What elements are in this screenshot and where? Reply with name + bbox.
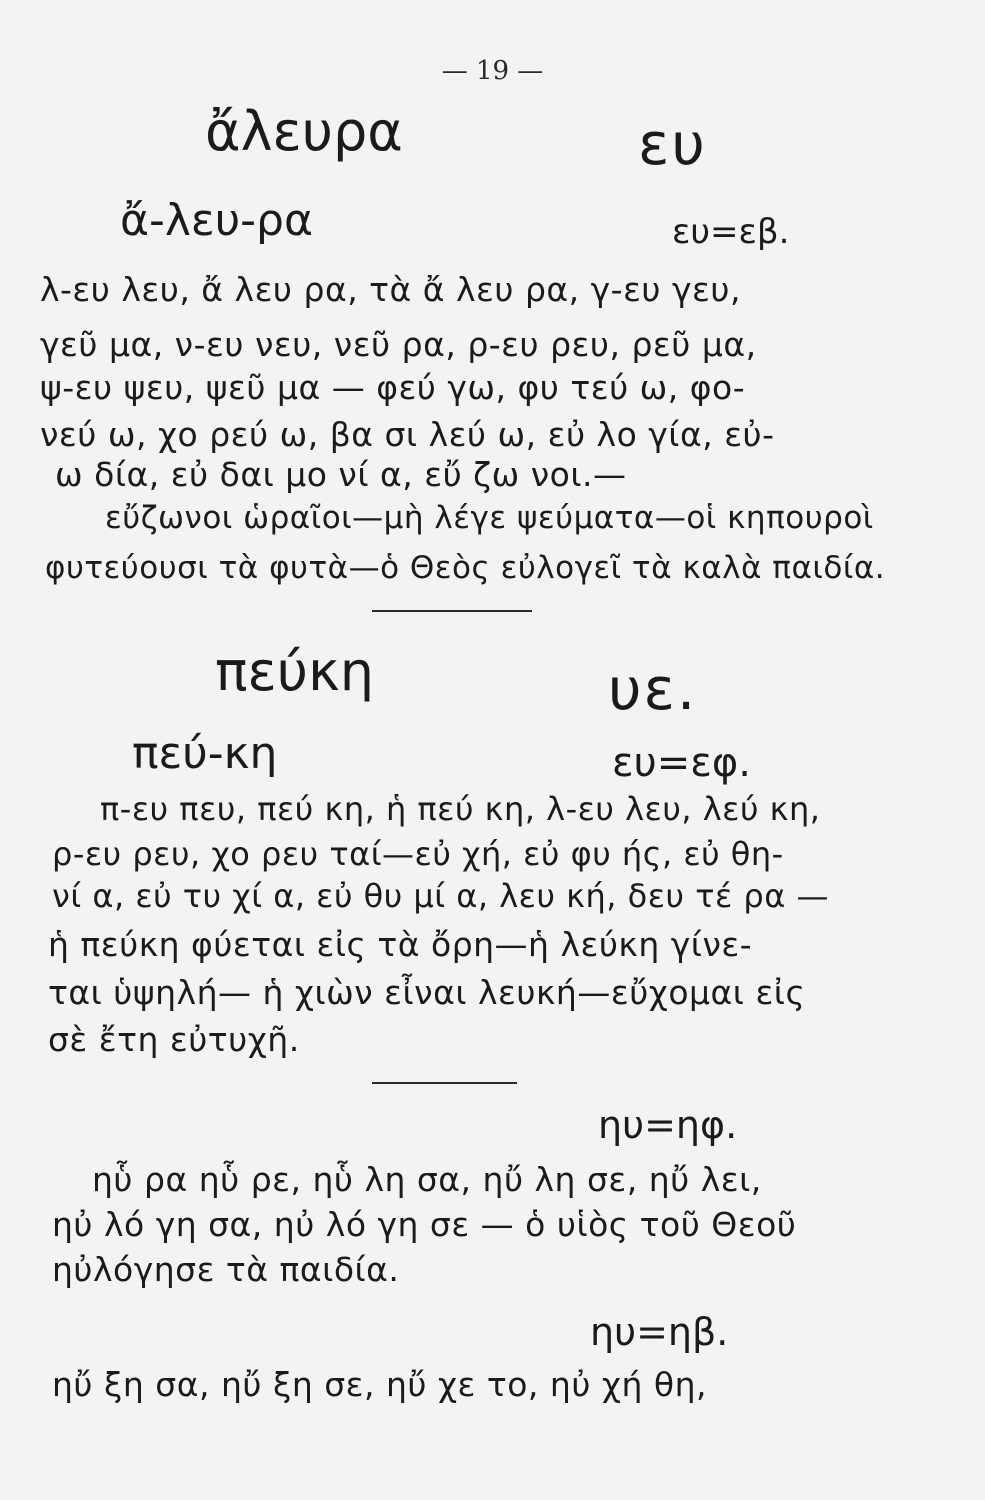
section1-line-2: γεῦ μα, ν-ευ νευ, νεῦ ρα, ρ-ευ ρευ, ρεῦ μα, — [40, 325, 757, 364]
section1-diphthong: ευ — [638, 110, 707, 178]
section2-rule: ευ=εφ. — [612, 740, 752, 786]
section1-line-3: ψ-ευ ψευ, ψεῦ μα — φεύ γω, φυ τεύ ω, φο- — [40, 368, 746, 407]
section1-syllables: ἄ-λευ-ρα — [120, 195, 313, 246]
section2-diphthong: υε. — [608, 655, 698, 723]
section2-line-1: π-ευ πευ, πεύ κη, ἡ πεύ κη, λ-ευ λευ, λεύ κη, — [100, 790, 821, 828]
section1-line-1: λ-ευ λευ, ἄ λευ ρα, τὰ ἄ λευ ρα, γ-ευ γευ, — [40, 270, 741, 309]
section3-rule-1: ηυ=ηφ. — [598, 1103, 738, 1147]
section2-line-5: ται ὑψηλή— ἡ χιὼν εἶναι λευκή—εὔχομαι εἰς — [48, 973, 806, 1012]
section1-line-4: νεύ ω, χο ρεύ ω, βα σι λεύ ω, εὐ λο γία, εὐ- — [40, 415, 775, 454]
section2-word: πεύκη — [215, 640, 374, 703]
section3-line-4: ηὔ ξη σα, ηὔ ξη σε, ηὔ χε το, ηὐ χή θη, — [52, 1365, 707, 1404]
section1-line-5: ω δία, εὐ δαι μο νί α, εὔ ζω νοι.— — [55, 455, 627, 494]
section2-line-4: ἡ πεύκη φύεται εἰς τὰ ὄρη—ἡ λεύκη γίνε- — [48, 925, 753, 964]
section3-line-1: ηὗ ρα ηὗ ρε, ηὗ λη σα, ηὔ λη σε, ηὔ λει, — [92, 1160, 762, 1199]
section1-rule: ευ=εβ. — [672, 212, 790, 252]
page-number: — 19 — — [441, 56, 544, 86]
section1-line-6: εὔζωνοι ὡραῖοι—μὴ λέγε ψεύματα—οἱ κηπουροὶ — [105, 500, 874, 536]
section-divider-1 — [372, 610, 532, 612]
section2-line-2: ρ-ευ ρευ, χο ρευ ταί—εὐ χή, εὐ φυ ής, εὐ θη- — [52, 835, 784, 873]
section1-word: ἄλευρα — [205, 100, 403, 163]
section2-line-3: νί α, εὐ τυ χί α, εὐ θυ μί α, λευ κή, δευ τέ ρα — — [52, 877, 829, 915]
section3-rule-2: ηυ=ηβ. — [590, 1310, 729, 1354]
section3-line-2: ηὐ λό γη σα, ηὐ λό γη σε — ὁ υἱὸς τοῦ Θεοῦ — [52, 1205, 797, 1244]
section2-line-6: σὲ ἔτη εὐτυχῆ. — [48, 1020, 300, 1059]
section-divider-2 — [372, 1082, 517, 1084]
section3-line-3: ηὐλόγησε τὰ παιδία. — [52, 1250, 400, 1289]
section1-line-7: φυτεύουσι τὰ φυτὰ—ὁ Θεὸς εὐλογεῖ τὰ καλὰ παιδία. — [45, 550, 886, 586]
section2-syllables: πεύ-κη — [132, 728, 278, 779]
